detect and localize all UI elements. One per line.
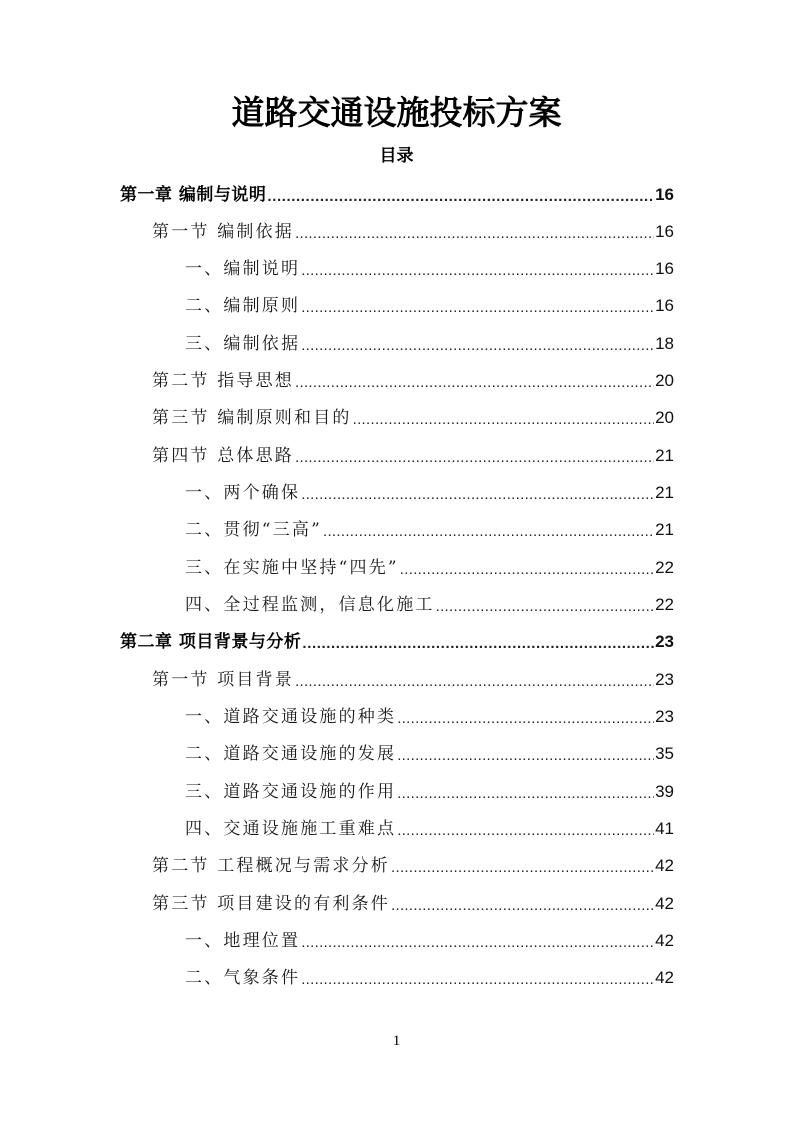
toc-page-number: 16	[655, 222, 674, 241]
toc-entry-subsection[interactable]	[185, 961, 674, 995]
toc-entry-subsection[interactable]	[185, 924, 674, 958]
toc-entry-label: 第三节 项目建设的有利条件	[152, 894, 391, 914]
toc-page-number: 20	[655, 408, 674, 427]
toc-entry-section[interactable]	[152, 849, 674, 883]
toc-leader-dots	[301, 256, 654, 286]
toc-entry-section[interactable]	[152, 215, 674, 249]
toc-page-number: 20	[655, 371, 674, 390]
document-title: 道路交通设施投标方案	[231, 93, 562, 132]
toc-entry-label: 四、交通设施施工重难点	[185, 819, 397, 839]
toc-entry-section[interactable]	[152, 663, 674, 697]
toc-entry-subsection[interactable]	[185, 513, 674, 547]
toc-page-number: 18	[655, 334, 674, 353]
toc-leader-dots	[301, 928, 654, 958]
toc-entry-subsection[interactable]	[185, 327, 674, 361]
toc-entry-label: 二、气象条件	[185, 968, 301, 988]
toc-page-number: 22	[655, 558, 674, 577]
toc-leader-dots	[301, 293, 654, 323]
toc-page-number: 16	[655, 296, 674, 315]
toc-leader-dots	[295, 368, 654, 398]
toc-page-number: 39	[655, 782, 674, 801]
toc-entry-label: 四、全过程监测，信息化施工	[185, 595, 435, 615]
toc-leader-dots	[267, 182, 654, 212]
toc-entry-label: 一、两个确保	[185, 483, 301, 503]
toc-entry-section[interactable]	[152, 401, 674, 435]
toc-leader-dots	[323, 517, 654, 547]
toc-page-number: 16	[655, 185, 674, 204]
toc-entry-chapter[interactable]	[120, 178, 674, 212]
toc-entry-label: 三、编制依据	[185, 334, 301, 354]
toc-leader-dots	[391, 891, 654, 921]
toc-entry-label: 第二章 项目背景与分析	[120, 632, 302, 652]
toc-entry-chapter[interactable]	[120, 625, 674, 659]
toc-leader-dots	[397, 779, 654, 809]
toc-entry-label: 一、地理位置	[185, 931, 301, 951]
toc-entry-label: 第一节 项目背景	[152, 670, 295, 690]
toc-entry-label: 二、编制原则	[185, 296, 301, 316]
toc-leader-dots	[301, 480, 654, 510]
toc-heading: 目录	[379, 146, 414, 166]
toc-entry-label: 三、在实施中坚持“四先”	[185, 558, 399, 578]
toc-leader-dots	[295, 443, 654, 473]
toc-page-number: 22	[655, 595, 674, 614]
toc-entry-subsection[interactable]	[185, 812, 674, 846]
toc-page-number: 41	[655, 819, 674, 838]
toc-entry-label: 第一节 编制依据	[152, 222, 295, 242]
toc-page-number: 21	[655, 483, 674, 502]
toc-entry-label: 一、编制说明	[185, 259, 301, 279]
toc-entry-label: 第三节 编制原则和目的	[152, 408, 352, 428]
toc-entry-section[interactable]	[152, 439, 674, 473]
toc-page-number: 42	[655, 894, 674, 913]
toc-entry-label: 第二节 指导思想	[152, 371, 295, 391]
toc-page-number: 23	[655, 632, 674, 651]
toc-entry-subsection[interactable]	[185, 252, 674, 286]
toc-page-number: 42	[655, 931, 674, 950]
toc-leader-dots	[436, 592, 654, 622]
toc-entry-label: 第二节 工程概况与需求分析	[152, 856, 391, 876]
toc-entry-subsection[interactable]	[185, 737, 674, 771]
toc-page-number: 16	[655, 259, 674, 278]
toc-page-number: 21	[655, 520, 674, 539]
toc-entry-section[interactable]	[152, 364, 674, 398]
toc-page-number: 21	[655, 446, 674, 465]
toc-entry-subsection[interactable]	[185, 588, 674, 622]
toc-entry-subsection[interactable]	[185, 551, 674, 585]
toc-leader-dots	[301, 331, 654, 361]
toc-leader-dots	[391, 853, 654, 883]
toc-leader-dots	[400, 555, 654, 585]
toc-leader-dots	[397, 704, 654, 734]
toc-leader-dots	[301, 965, 654, 995]
page-number: 1	[392, 1033, 401, 1049]
toc-page-number: 42	[655, 968, 674, 987]
toc-entry-subsection[interactable]	[185, 289, 674, 323]
toc-page-number: 42	[655, 856, 674, 875]
toc-entry-section[interactable]	[152, 887, 674, 921]
toc-entry-label: 一、道路交通设施的种类	[185, 707, 397, 727]
toc-leader-dots	[397, 741, 654, 771]
toc-entry-label: 二、道路交通设施的发展	[185, 744, 397, 764]
toc-leader-dots	[295, 667, 654, 697]
toc-entry-subsection[interactable]	[185, 700, 674, 734]
toc-page-number: 23	[655, 670, 674, 689]
toc-entry-subsection[interactable]	[185, 775, 674, 809]
toc-page-number: 35	[655, 744, 674, 763]
toc-leader-dots	[295, 219, 654, 249]
toc-leader-dots	[302, 629, 654, 659]
toc-leader-dots	[353, 405, 654, 435]
toc-entry-label: 二、贯彻“三高”	[185, 520, 322, 540]
toc-entry-subsection[interactable]	[185, 476, 674, 510]
toc-page-number: 23	[655, 707, 674, 726]
toc-leader-dots	[397, 816, 654, 846]
toc-entry-label: 第一章 编制与说明	[120, 185, 267, 205]
toc-entry-label: 三、道路交通设施的作用	[185, 782, 397, 802]
toc-entry-label: 第四节 总体思路	[152, 446, 295, 466]
